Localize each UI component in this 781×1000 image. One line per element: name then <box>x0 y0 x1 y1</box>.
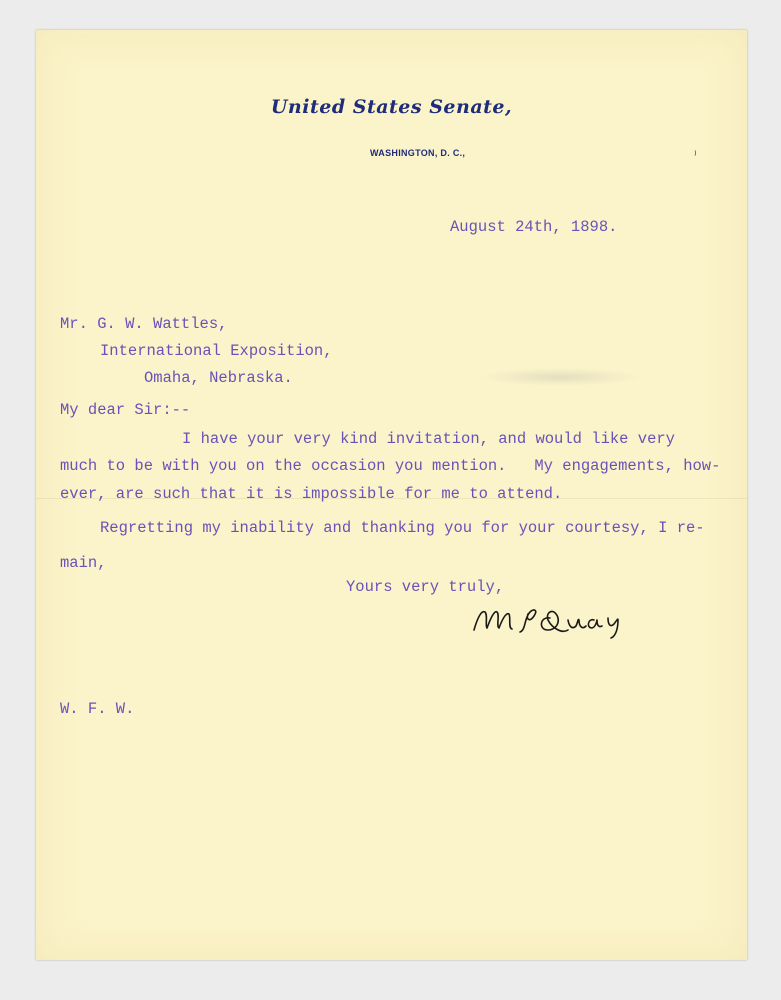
letter-date: August 24th, 1898. <box>450 218 618 236</box>
body-line: I have your very kind invitation, and would like very <box>182 430 675 448</box>
body-line: main, <box>60 554 107 572</box>
salutation: My dear Sir:-- <box>60 401 191 419</box>
body-line: ever, are such that it is impossible for me to attend. <box>60 485 563 503</box>
body-line: Regretting my inability and thanking you for your courtesy, I re- <box>100 519 705 537</box>
letterhead-title: United States Senate, <box>270 96 513 118</box>
recipient-organization: International Exposition, <box>100 342 333 360</box>
ink-smudge <box>480 368 640 386</box>
letter-page <box>36 30 747 960</box>
letterhead-location: WASHINGTON, D. C., <box>370 148 466 158</box>
body-line: much to be with you on the occasion you mention. My engagements, how- <box>60 457 721 475</box>
typist-initials: W. F. W. <box>60 700 135 718</box>
closing: Yours very truly, <box>346 578 505 596</box>
recipient-city: Omaha, Nebraska. <box>144 369 293 387</box>
signature-text: M S Quay <box>468 638 478 640</box>
signature <box>468 590 638 640</box>
pencil-mark <box>692 150 696 156</box>
recipient-name: Mr. G. W. Wattles, <box>60 315 228 333</box>
